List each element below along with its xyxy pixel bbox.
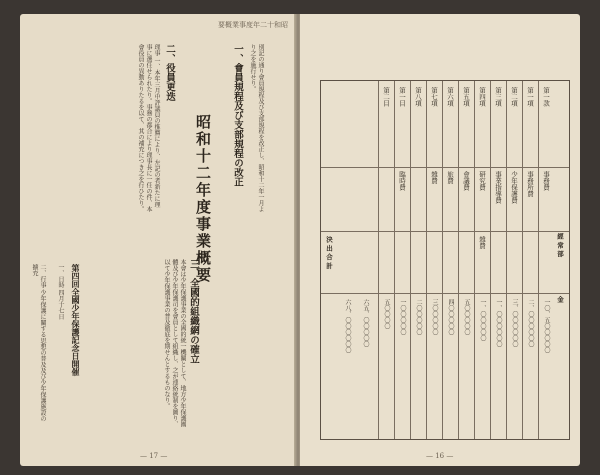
section-2-body: 理事 一、本年三月中評議員の推薦により、左記の者新たに理事に選任せられたり。事務の都合により理事長に一任の件、本會役員の異動ありたるを以て、其の補充につき之を行ひたり。 <box>137 44 160 212</box>
table-column-rule <box>442 81 443 439</box>
note-heading: 第四回全國少年保護記念日開催 <box>71 264 81 376</box>
sub-total: 六五、〇〇〇〇〇 <box>362 299 369 347</box>
table-cell-a: 第七項 <box>430 87 438 107</box>
table-cell-b: 研究費 <box>478 171 486 191</box>
table-cell-b: 事業指導費 <box>494 171 502 204</box>
right-page <box>300 14 580 466</box>
table-cell-b: 雜費 <box>430 171 438 184</box>
table-column-rule <box>458 81 459 439</box>
table-cell-a: 第三項 <box>494 87 502 107</box>
section-1-heading: 一、會員規程及び支部規程の改正 <box>232 44 243 187</box>
section-3-body: 本會は少年保護事業の全國的統一機關として、地方少年保護團體及び少年保護司を會員として組織し、之が連絡統制を圖り、以て少年保護事業の普及徹底を期せんとするものなり。 <box>163 259 186 427</box>
table-cell-amt: 三〇〇〇〇〇 <box>431 299 438 335</box>
table-cell-b: 少年保護費 <box>510 171 518 204</box>
table-cell-amt: 一〇〇〇〇〇 <box>399 299 406 335</box>
total-label: 決 出 合 計 <box>325 236 333 269</box>
left-folio: — 17 — <box>140 452 168 460</box>
left-page <box>20 14 296 466</box>
table-cell-amt: 四〇〇〇〇〇 <box>447 299 454 335</box>
table-cell-amt: 一、〇〇〇〇〇〇 <box>495 299 502 347</box>
table-column-rule <box>490 81 491 439</box>
table-cell-a: 第四項 <box>478 87 486 107</box>
table-cell-amt: 三、〇〇〇〇〇〇 <box>511 299 518 347</box>
note-events: 二、行事 少年保護に關する思想の普及及び少年保護施設の擴充 <box>31 264 46 422</box>
table-cell-a: 第二目 <box>382 87 390 107</box>
note-date: 一、日時 四月十七日 <box>57 264 64 320</box>
table-cell-a: 第一款 <box>542 87 550 107</box>
table-column-rule <box>474 81 475 439</box>
table-cell-amt: 二、〇〇〇〇〇〇 <box>527 299 534 347</box>
table-cell-amt: 一〇、五〇〇〇〇〇 <box>543 299 550 353</box>
right-folio: — 16 — <box>426 452 454 460</box>
table-cell-a: 第六項 <box>446 87 454 107</box>
table-cell-amt: 五〇〇〇〇〇 <box>463 299 470 335</box>
table-column-rule <box>378 81 379 439</box>
section-3-heading: 三、全國的組織網の確立 <box>188 259 199 364</box>
page-title: 昭和十二年度事業概要 <box>194 114 212 284</box>
table-cell-b: 會議費 <box>462 171 470 191</box>
table-cell-a: 第八項 <box>414 87 422 107</box>
table-cell-amt: 一、〇〇〇〇〇 <box>479 299 486 341</box>
table-cell-a: 第一目 <box>398 87 406 107</box>
table-cell-amt: 五〇〇〇〇 <box>383 299 390 329</box>
grand-total: 六八、〇〇〇〇〇〇 <box>344 299 351 353</box>
table-column-rule <box>426 81 427 439</box>
table-cell-a: 第一項 <box>526 87 534 107</box>
table-column-rule <box>394 81 395 439</box>
col-header-amount: 金 <box>556 296 564 303</box>
table-cell-b: 旅費 <box>446 171 454 184</box>
table-cell-b: 事務所費 <box>526 171 534 197</box>
col-header-expenses: 經 常 部 <box>556 233 564 258</box>
table-cell-c: 雜費 <box>478 236 486 249</box>
table-cell-a: 第五項 <box>462 87 470 107</box>
table-cell-amt: 二〇〇〇〇〇 <box>415 299 422 335</box>
table-cell-b: 臨時費 <box>398 171 406 191</box>
section-2-heading: 二、役員更迭 <box>164 44 175 101</box>
table-column-rule <box>522 81 523 439</box>
table-cell-b: 事務費 <box>542 171 550 191</box>
table-column-rule <box>410 81 411 439</box>
section-1-body: 別記の通り會員規程及び支部規程を改正し、昭和十二年一月より之を施行せり。 <box>249 44 264 212</box>
table-column-rule <box>506 81 507 439</box>
table-column-rule <box>538 81 539 439</box>
running-header: 要概業事度年二十和昭 <box>218 21 288 29</box>
budget-table <box>320 80 570 440</box>
table-cell-a: 第二項 <box>510 87 518 107</box>
